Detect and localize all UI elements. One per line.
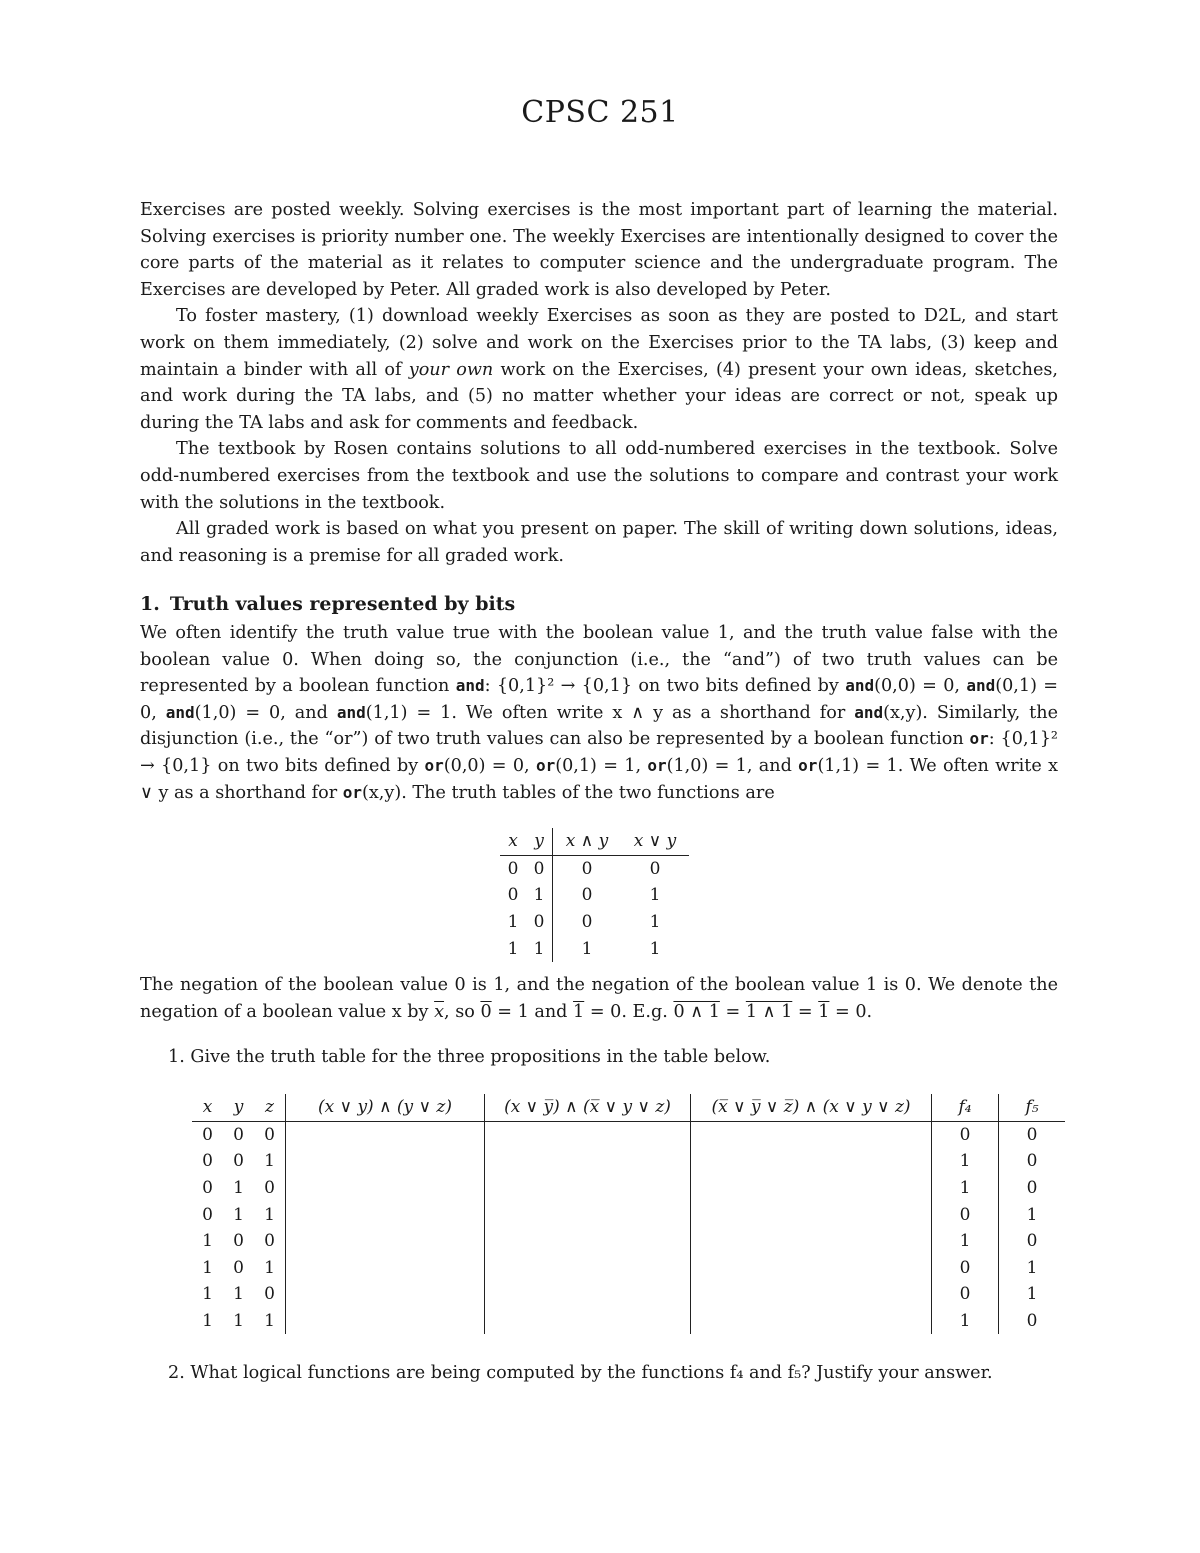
question-2-text: What logical functions are being computed by the functions f₄ and f₅? Justify your answer. xyxy=(190,1363,993,1383)
question-1 xyxy=(168,1047,770,1067)
table-cell: 1 xyxy=(202,1284,213,1305)
table-cell: 0 xyxy=(533,912,545,933)
answer-cell[interactable] xyxy=(286,1308,485,1335)
table-cell: 1 xyxy=(233,1178,244,1199)
answer-cell[interactable] xyxy=(691,1201,932,1228)
table-cell: 0 xyxy=(553,882,622,909)
question-1-number: 1. xyxy=(168,1047,185,1067)
answer-cell[interactable] xyxy=(691,1281,932,1308)
table-cell: 0 xyxy=(202,1204,213,1225)
and-function-name: and xyxy=(854,702,884,722)
table-row xyxy=(192,1148,1065,1175)
table-cell: 1 xyxy=(649,885,661,906)
table-row xyxy=(192,1255,1065,1282)
and-or-truth-table xyxy=(500,828,689,962)
table-cell: 0 xyxy=(264,1231,275,1252)
table-row xyxy=(500,882,689,909)
answer-cell[interactable] xyxy=(286,1281,485,1308)
table-header: f₄ xyxy=(932,1094,999,1121)
section-text-1: We often identify the truth value true with the boolean value 1, and the truth value false with the boolean value 0. When doing so, the conjunction (i.e., the “and”) of two truth values can be represented by a boolean function xyxy=(140,623,1058,697)
question-2 xyxy=(168,1363,993,1383)
table-header: x ∨ y xyxy=(621,828,689,855)
section-text xyxy=(140,620,1058,806)
negation-text-2: , so xyxy=(444,1001,481,1022)
and-function-name: and xyxy=(455,676,485,696)
table-cell: 1 xyxy=(233,1204,244,1225)
table-header: y xyxy=(223,1094,254,1121)
section-text-5: (1,0) = 0, and xyxy=(194,702,337,723)
intro-p2-emphasis: your own xyxy=(408,359,494,380)
one-bar: 1 xyxy=(573,1001,585,1022)
answer-cell[interactable] xyxy=(286,1148,485,1175)
section-text-7: (x,y). Similarly, the disjunction (i.e., the “or”) of two truth values can also be represented by a boolean function xyxy=(140,702,1058,750)
or-function-name: or xyxy=(969,729,989,749)
table-cell: 0 xyxy=(932,1281,999,1308)
table-header: x xyxy=(192,1094,223,1121)
or-function-name: or xyxy=(798,755,818,775)
table-cell: 0 xyxy=(233,1257,244,1278)
table-header: y xyxy=(526,828,553,855)
table-row xyxy=(500,855,689,882)
table-cell: 0 xyxy=(202,1124,213,1145)
or-function-name: or xyxy=(342,782,363,802)
negation-text xyxy=(140,972,1058,1025)
intro-text xyxy=(140,197,1058,569)
table-cell: 1 xyxy=(202,1311,213,1332)
table-cell: 1 xyxy=(233,1284,244,1305)
and-function-name: and xyxy=(165,702,195,722)
table-cell: 1 xyxy=(999,1281,1066,1308)
intro-paragraph-3: The textbook by Rosen contains solutions to all odd-numbered exercises in the textbook. Solve odd-numbered exercises from the textbook and use the solutions to compare and contrast your work with the solutions in the textbook. xyxy=(140,439,1058,513)
example-3: 1 xyxy=(818,1001,830,1022)
table-cell: 0 xyxy=(649,858,661,879)
table-cell: 1 xyxy=(999,1201,1066,1228)
section-paragraph xyxy=(140,620,1058,806)
negation-text-3: = 1 and xyxy=(491,1001,574,1022)
table-header: (x ∨ y) ∧ (y ∨ z) xyxy=(286,1094,485,1121)
section-number: 1. xyxy=(140,593,160,615)
table-cell: 0 xyxy=(264,1178,275,1199)
section-title: Truth values represented by bits xyxy=(169,593,516,615)
answer-cell[interactable] xyxy=(691,1255,932,1282)
answer-cell[interactable] xyxy=(485,1121,691,1148)
table-cell: 1 xyxy=(553,935,622,962)
answer-cell[interactable] xyxy=(691,1148,932,1175)
table-cell: 0 xyxy=(233,1151,244,1172)
question-1-text: Give the truth table for the three propositions in the table below. xyxy=(190,1047,771,1067)
table-header: (x̅ ∨ y̅ ∨ z̅) ∧ (x ∨ y ∨ z) xyxy=(691,1094,932,1121)
table-cell: 1 xyxy=(932,1175,999,1202)
table-cell: 0 xyxy=(553,855,622,882)
answer-cell[interactable] xyxy=(485,1148,691,1175)
negation-text-7: = 0. xyxy=(829,1001,873,1022)
answer-cell[interactable] xyxy=(286,1201,485,1228)
table-header: x xyxy=(500,828,526,855)
intro-paragraph-2 xyxy=(140,303,1058,436)
answer-cell[interactable] xyxy=(485,1201,691,1228)
table-row xyxy=(500,909,689,936)
section-text-11: (1,0) = 1, and xyxy=(666,755,799,776)
section-text-6: (1,1) = 1. We often write x ∧ y as a shorthand for xyxy=(365,702,855,723)
and-function-name: and xyxy=(336,702,366,722)
table-cell: 0 xyxy=(507,885,519,906)
negation-text-1: The negation of the boolean value 0 is 1, and the negation of the boolean value 1 is 0. We denote the negation of a boolean value x by xyxy=(140,975,1058,1022)
answer-cell[interactable] xyxy=(286,1175,485,1202)
x-bar: $\overline{x}$ xyxy=(434,1001,445,1022)
section-text-2: : {0,1}² → {0,1} on two bits defined by xyxy=(484,676,846,697)
section-text-10: (0,1) = 1, xyxy=(555,755,648,776)
answer-cell[interactable] xyxy=(691,1308,932,1335)
table-cell: 1 xyxy=(202,1231,213,1252)
question-2-number: 2. xyxy=(168,1363,185,1383)
table-cell: 1 xyxy=(533,938,545,959)
answer-cell[interactable] xyxy=(691,1121,932,1148)
table-header: f₅ xyxy=(999,1094,1066,1121)
table-cell: 1 xyxy=(264,1257,275,1278)
table-cell: 1 xyxy=(932,1148,999,1175)
answer-cell[interactable] xyxy=(691,1228,932,1255)
table-cell: 0 xyxy=(202,1178,213,1199)
or-function-name: or xyxy=(647,755,667,775)
and-function-name: and xyxy=(845,676,875,696)
answer-cell[interactable] xyxy=(485,1255,691,1282)
table-row xyxy=(192,1121,1065,1148)
table-cell: 0 xyxy=(202,1151,213,1172)
table-cell: 1 xyxy=(202,1257,213,1278)
table-cell: 1 xyxy=(507,938,519,959)
table-cell: 0 xyxy=(507,858,519,879)
table-cell: 1 xyxy=(507,912,519,933)
negation-text-4: = 0. E.g. xyxy=(584,1001,674,1022)
table-cell: 0 xyxy=(999,1228,1066,1255)
table-row xyxy=(192,1175,1065,1202)
answer-cell[interactable] xyxy=(485,1175,691,1202)
answer-cell[interactable] xyxy=(286,1255,485,1282)
table-header: x ∧ y xyxy=(553,828,622,855)
table-cell: 1 xyxy=(649,912,661,933)
table-row xyxy=(192,1228,1065,1255)
proposition-table xyxy=(192,1094,1065,1334)
answer-cell[interactable] xyxy=(485,1281,691,1308)
table-header: z xyxy=(254,1094,286,1121)
section-text-8: : {0,1}² → {0,1} on two bits defined by xyxy=(140,729,1058,776)
table-cell: 1 xyxy=(533,885,545,906)
table-cell: 1 xyxy=(649,938,661,959)
section-text-3: (0,0) = 0, xyxy=(874,676,967,697)
table-cell: 0 xyxy=(264,1124,275,1145)
table-cell: 1 xyxy=(999,1255,1066,1282)
section-text-12: (1,1) = 1. We often write x ∨ y as a shorthand for xyxy=(140,755,1058,803)
intro-paragraph-4: All graded work is based on what you present on paper. The skill of writing down solutions, ideas, and reasoning is a premise for all graded work. xyxy=(140,519,1058,566)
table-cell: 0 xyxy=(233,1124,244,1145)
intro-p2-a: To foster mastery, (1) download weekly Exercises as soon as they are posted to D2L, and start work on them immediately, (2) solve and work on the Exercises prior to the TA labs, (3) keep and maintain a binder with all of xyxy=(140,306,1058,380)
section-heading xyxy=(140,593,515,615)
example-1: 0 ∧ 1 xyxy=(673,1001,720,1022)
table-row xyxy=(500,935,689,962)
answer-cell[interactable] xyxy=(485,1308,691,1335)
table-row xyxy=(192,1201,1065,1228)
answer-cell[interactable] xyxy=(691,1175,932,1202)
table-cell: 0 xyxy=(932,1201,999,1228)
table-cell: 1 xyxy=(932,1308,999,1335)
section-text-13: (x,y). The truth tables of the two functions are xyxy=(362,782,775,803)
table-cell: 1 xyxy=(233,1311,244,1332)
section-text-9: (0,0) = 0, xyxy=(443,755,536,776)
answer-cell[interactable] xyxy=(286,1228,485,1255)
table-header: (x ∨ y̅) ∧ (x̅ ∨ y ∨ z) xyxy=(485,1094,691,1121)
table-cell: 0 xyxy=(233,1231,244,1252)
answer-cell[interactable] xyxy=(485,1228,691,1255)
answer-cell[interactable] xyxy=(286,1121,485,1148)
negation-text-5: = xyxy=(719,1001,746,1022)
table-cell: 0 xyxy=(999,1148,1066,1175)
example-2: 1 ∧ 1 xyxy=(745,1001,793,1022)
negation-text-6: = xyxy=(792,1001,819,1022)
table-cell: 0 xyxy=(553,909,622,936)
zero-bar: 0 xyxy=(480,1001,492,1022)
table-row xyxy=(192,1281,1065,1308)
table-cell: 0 xyxy=(999,1121,1066,1148)
intro-p2-b: work on the Exercises, (4) present your own ideas, sketches, and work during the TA labs, and (5) no matter whether your ideas are correct or not, speak up during the TA labs and ask for comments and feedback. xyxy=(140,359,1058,433)
or-function-name: or xyxy=(535,755,556,775)
table-cell: 0 xyxy=(999,1308,1066,1335)
intro-paragraph-1: Exercises are posted weekly. Solving exercises is the most important part of learning the material. Solving exercises is priority number one. The weekly Exercises are intentionally designed to cover the core parts of the material as it relates to computer science and the undergraduate program. The Exercises are developed by Peter. All graded work is also developed by Peter. xyxy=(140,200,1058,300)
table-cell: 0 xyxy=(999,1175,1066,1202)
table-cell: 1 xyxy=(264,1204,275,1225)
page-title: CPSC 251 xyxy=(521,95,679,130)
table-row xyxy=(192,1308,1065,1335)
negation-paragraph xyxy=(140,972,1058,1025)
and-function-name: and xyxy=(966,676,996,696)
section-text-4: (0,1) = 0, xyxy=(140,676,1058,723)
table-cell: 0 xyxy=(932,1255,999,1282)
table-cell: 1 xyxy=(264,1311,275,1332)
table-cell: 0 xyxy=(533,858,545,879)
table-cell: 0 xyxy=(264,1284,275,1305)
or-function-name: or xyxy=(424,755,444,775)
table-cell: 0 xyxy=(932,1121,999,1148)
table-cell: 1 xyxy=(264,1151,275,1172)
table-cell: 1 xyxy=(932,1228,999,1255)
